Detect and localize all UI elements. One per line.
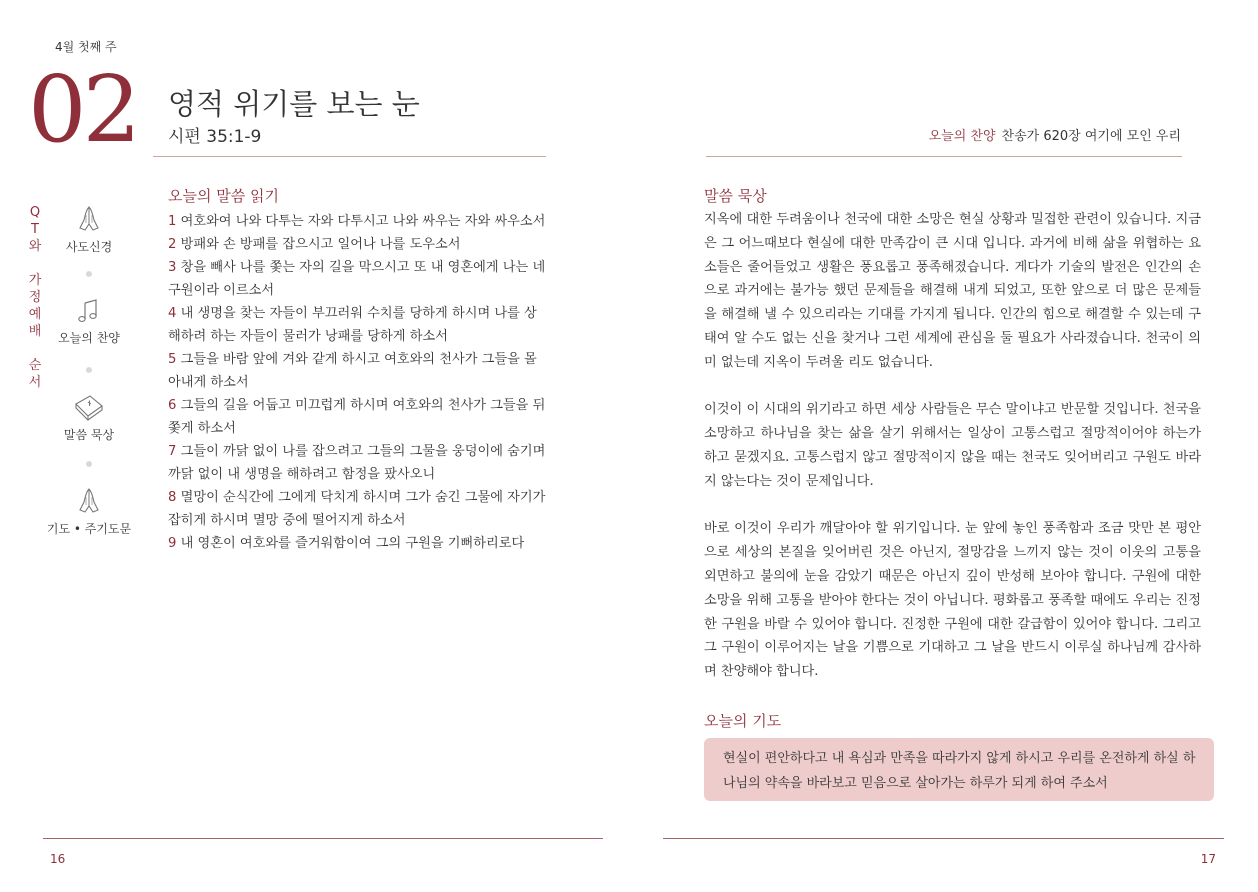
verse — [168, 210, 548, 233]
prayer-title: 오늘의 기도 — [704, 712, 782, 730]
vertical-char: Q — [29, 205, 41, 220]
scripture-reading — [168, 210, 548, 555]
vertical-char: 정 — [28, 290, 42, 305]
vertical-char: T — [31, 222, 39, 237]
footer-divider-right — [663, 838, 1224, 839]
verse — [168, 348, 548, 394]
verse-number: 1 — [168, 214, 177, 229]
sidebar-item-label: 오늘의 찬양 — [58, 331, 120, 345]
sidebar-item-meditation — [44, 392, 134, 443]
verse-number: 4 — [168, 306, 177, 321]
music-note-icon — [74, 297, 104, 325]
scripture-reference: 시편 35:1-9 — [168, 127, 262, 147]
meditation-paragraph: 바로 이것이 우리가 깨달아야 할 위기입니다. 눈 앞에 놓인 풍족함과 조금 맛만 본 평안으로 세상의 본질을 잊어버린 것은 아닌지, 절망감을 느끼지 않는 것이 이웃의 고통을 외면하고 불의에 눈을 감았기 때문은 아닌지 깊이 반성해 보아야 합니다. 구원에 대한 소망을 위해 고통을 받아야 한다는 것이 아닙니다. 평화롭고 풍족할 때에도 우리는 진정한 구원을 바랄 수 있어야 합니다. 진정한 구원에 대한 갈급함이 있어야 합니다. 그리고 그 구원이 이루어지는 날을 기쁨으로 기대하고 그 날을 반드시 이루실 하나님께 감사하며 찬양해야 합니다. — [704, 521, 1201, 680]
page-number-right: 17 — [1200, 852, 1216, 866]
hymn-label: 오늘의 찬양 — [928, 129, 996, 144]
verse-text: 멸망이 순식간에 그에게 닥치게 하시며 그가 숨긴 그물에 자기가 잡히게 하시며 멸망 중에 떨어지게 하소서 — [168, 490, 546, 528]
vertical-section-label — [28, 204, 42, 391]
vertical-char: 가 — [28, 273, 42, 288]
verse — [168, 440, 548, 486]
hymn-text: 찬송가 620장 여기에 모인 우리 — [1001, 129, 1181, 144]
meditation-paragraph: 지옥에 대한 두려움이나 천국에 대한 소망은 현실 상황과 밀접한 관련이 있습니다. 지금은 그 어느때보다 현실에 대한 만족감이 큰 시대 입니다. 과거에 비해 삶을 위협하는 요소들은 줄어들었고 생활은 풍요롭고 풍족해졌습니다. 게다가 기술의 발전은 인간의 손으로 과거에는 불가능 했던 문제들을 해결해 내게 되었고, 또한 앞으로 더 많은 문제들을 해결해 낼 수 있으리라는 기대를 가지게 됩니다. 인간의 힘으로 해결할 수 있는데 구태여 알 수도 없는 신을 찾거나 그런 세계에 관심을 둘 필요가 사라졌습니다. 천국이 의미 없는데 지옥이 두려울 리도 없습니다. — [704, 212, 1201, 370]
reading-title: 오늘의 말씀 읽기 — [168, 187, 279, 205]
verse-number: 3 — [168, 260, 177, 275]
verse — [168, 532, 548, 555]
sidebar-separator — [86, 367, 92, 373]
verse-text: 그들이 까닭 없이 나를 잡으려고 그들의 그물을 웅덩이에 숨기며 까닭 없이 내 생명을 해하려고 함정을 팠사오니 — [168, 444, 546, 482]
sidebar-separator — [86, 461, 92, 467]
vertical-gap — [28, 340, 42, 357]
hymn-info — [929, 125, 1181, 144]
footer-divider-left — [43, 838, 603, 839]
vertical-gap — [28, 255, 42, 272]
verse-text: 그들을 바람 앞에 겨와 같게 하시고 여호와의 천사가 그들을 몰아내게 하소서 — [168, 352, 537, 390]
verse — [168, 486, 548, 532]
verse-number: 2 — [168, 237, 177, 252]
day-number: 02 — [28, 56, 138, 163]
verse-number: 5 — [168, 352, 177, 367]
sidebar-item-hymn — [44, 297, 134, 346]
vertical-char: 배 — [28, 324, 42, 339]
vertical-char: 와 — [28, 239, 42, 254]
meditation-title: 말씀 묵상 — [704, 187, 767, 205]
verse — [168, 256, 548, 302]
verse-text: 그들의 길을 어둡고 미끄럽게 하시며 여호와의 천사가 그들을 뒤쫓게 하소서 — [168, 398, 546, 436]
page-number-left: 16 — [50, 852, 66, 866]
sidebar-item-label: 말씀 묵상 — [63, 428, 115, 442]
verse-text: 내 영혼이 여호와를 즐거워함이여 그의 구원을 기뻐하리로다 — [180, 536, 525, 551]
verse — [168, 302, 548, 348]
verse-number: 7 — [168, 444, 177, 459]
header-divider-left — [153, 156, 546, 157]
verse-number: 9 — [168, 536, 177, 551]
meditation-body — [704, 208, 1201, 708]
prayer-box: 현실이 편안하다고 내 욕심과 만족을 따라가지 않게 하시고 우리를 온전하게 하실 하나님의 약속을 바라보고 믿음으로 살아가는 하루가 되게 하여 주소서 — [704, 738, 1214, 801]
meditation-paragraph: 이것이 이 시대의 위기라고 하면 세상 사람들은 무슨 말이냐고 반문할 것입니다. 천국을 소망하고 하나님을 찾는 삶을 살기 위해서는 일상이 고통스럽고 절망적이어야 하는가 하고 묻겠지요. 고통스럽지 않고 절망적이지 않을 때는 천국도 잊어버리고 구원도 바라지 않는다는 것이 문제입니다. — [704, 402, 1201, 489]
praying-hands-icon — [74, 486, 104, 516]
vertical-char: 순 — [28, 358, 42, 373]
verse-text: 여호와여 나와 다투는 자와 다투시고 나와 싸우는 자와 싸우소서 — [180, 214, 546, 229]
header-divider-right — [706, 156, 1182, 157]
verse-text: 창을 빼사 나를 쫓는 자의 길을 막으시고 또 내 영혼에게 나는 네 구원이라 이르소서 — [168, 260, 546, 298]
verse — [168, 394, 548, 440]
sidebar-item-label: 기도 • 주기도문 — [46, 522, 132, 536]
verse-text: 방패와 손 방패를 잡으시고 일어나 나를 도우소서 — [180, 237, 461, 252]
verse — [168, 233, 548, 256]
sidebar-item-prayer — [44, 486, 134, 537]
verse-text: 내 생명을 찾는 자들이 부끄러워 수치를 당하게 하시며 나를 상해하려 하는 자들이 물러가 낭패를 당하게 하소서 — [168, 306, 537, 344]
bible-icon — [72, 392, 106, 422]
vertical-char: 예 — [28, 307, 42, 322]
praying-hands-icon — [74, 204, 104, 234]
sidebar-item-label: 사도신경 — [65, 240, 113, 254]
week-label: 4월 첫째 주 — [55, 40, 117, 54]
page-title: 영적 위기를 보는 눈 — [168, 87, 420, 121]
sidebar-item-creed — [44, 204, 134, 255]
vertical-char: 서 — [28, 375, 42, 390]
verse-number: 8 — [168, 490, 177, 505]
verse-number: 6 — [168, 398, 177, 413]
sidebar-separator — [86, 271, 92, 277]
